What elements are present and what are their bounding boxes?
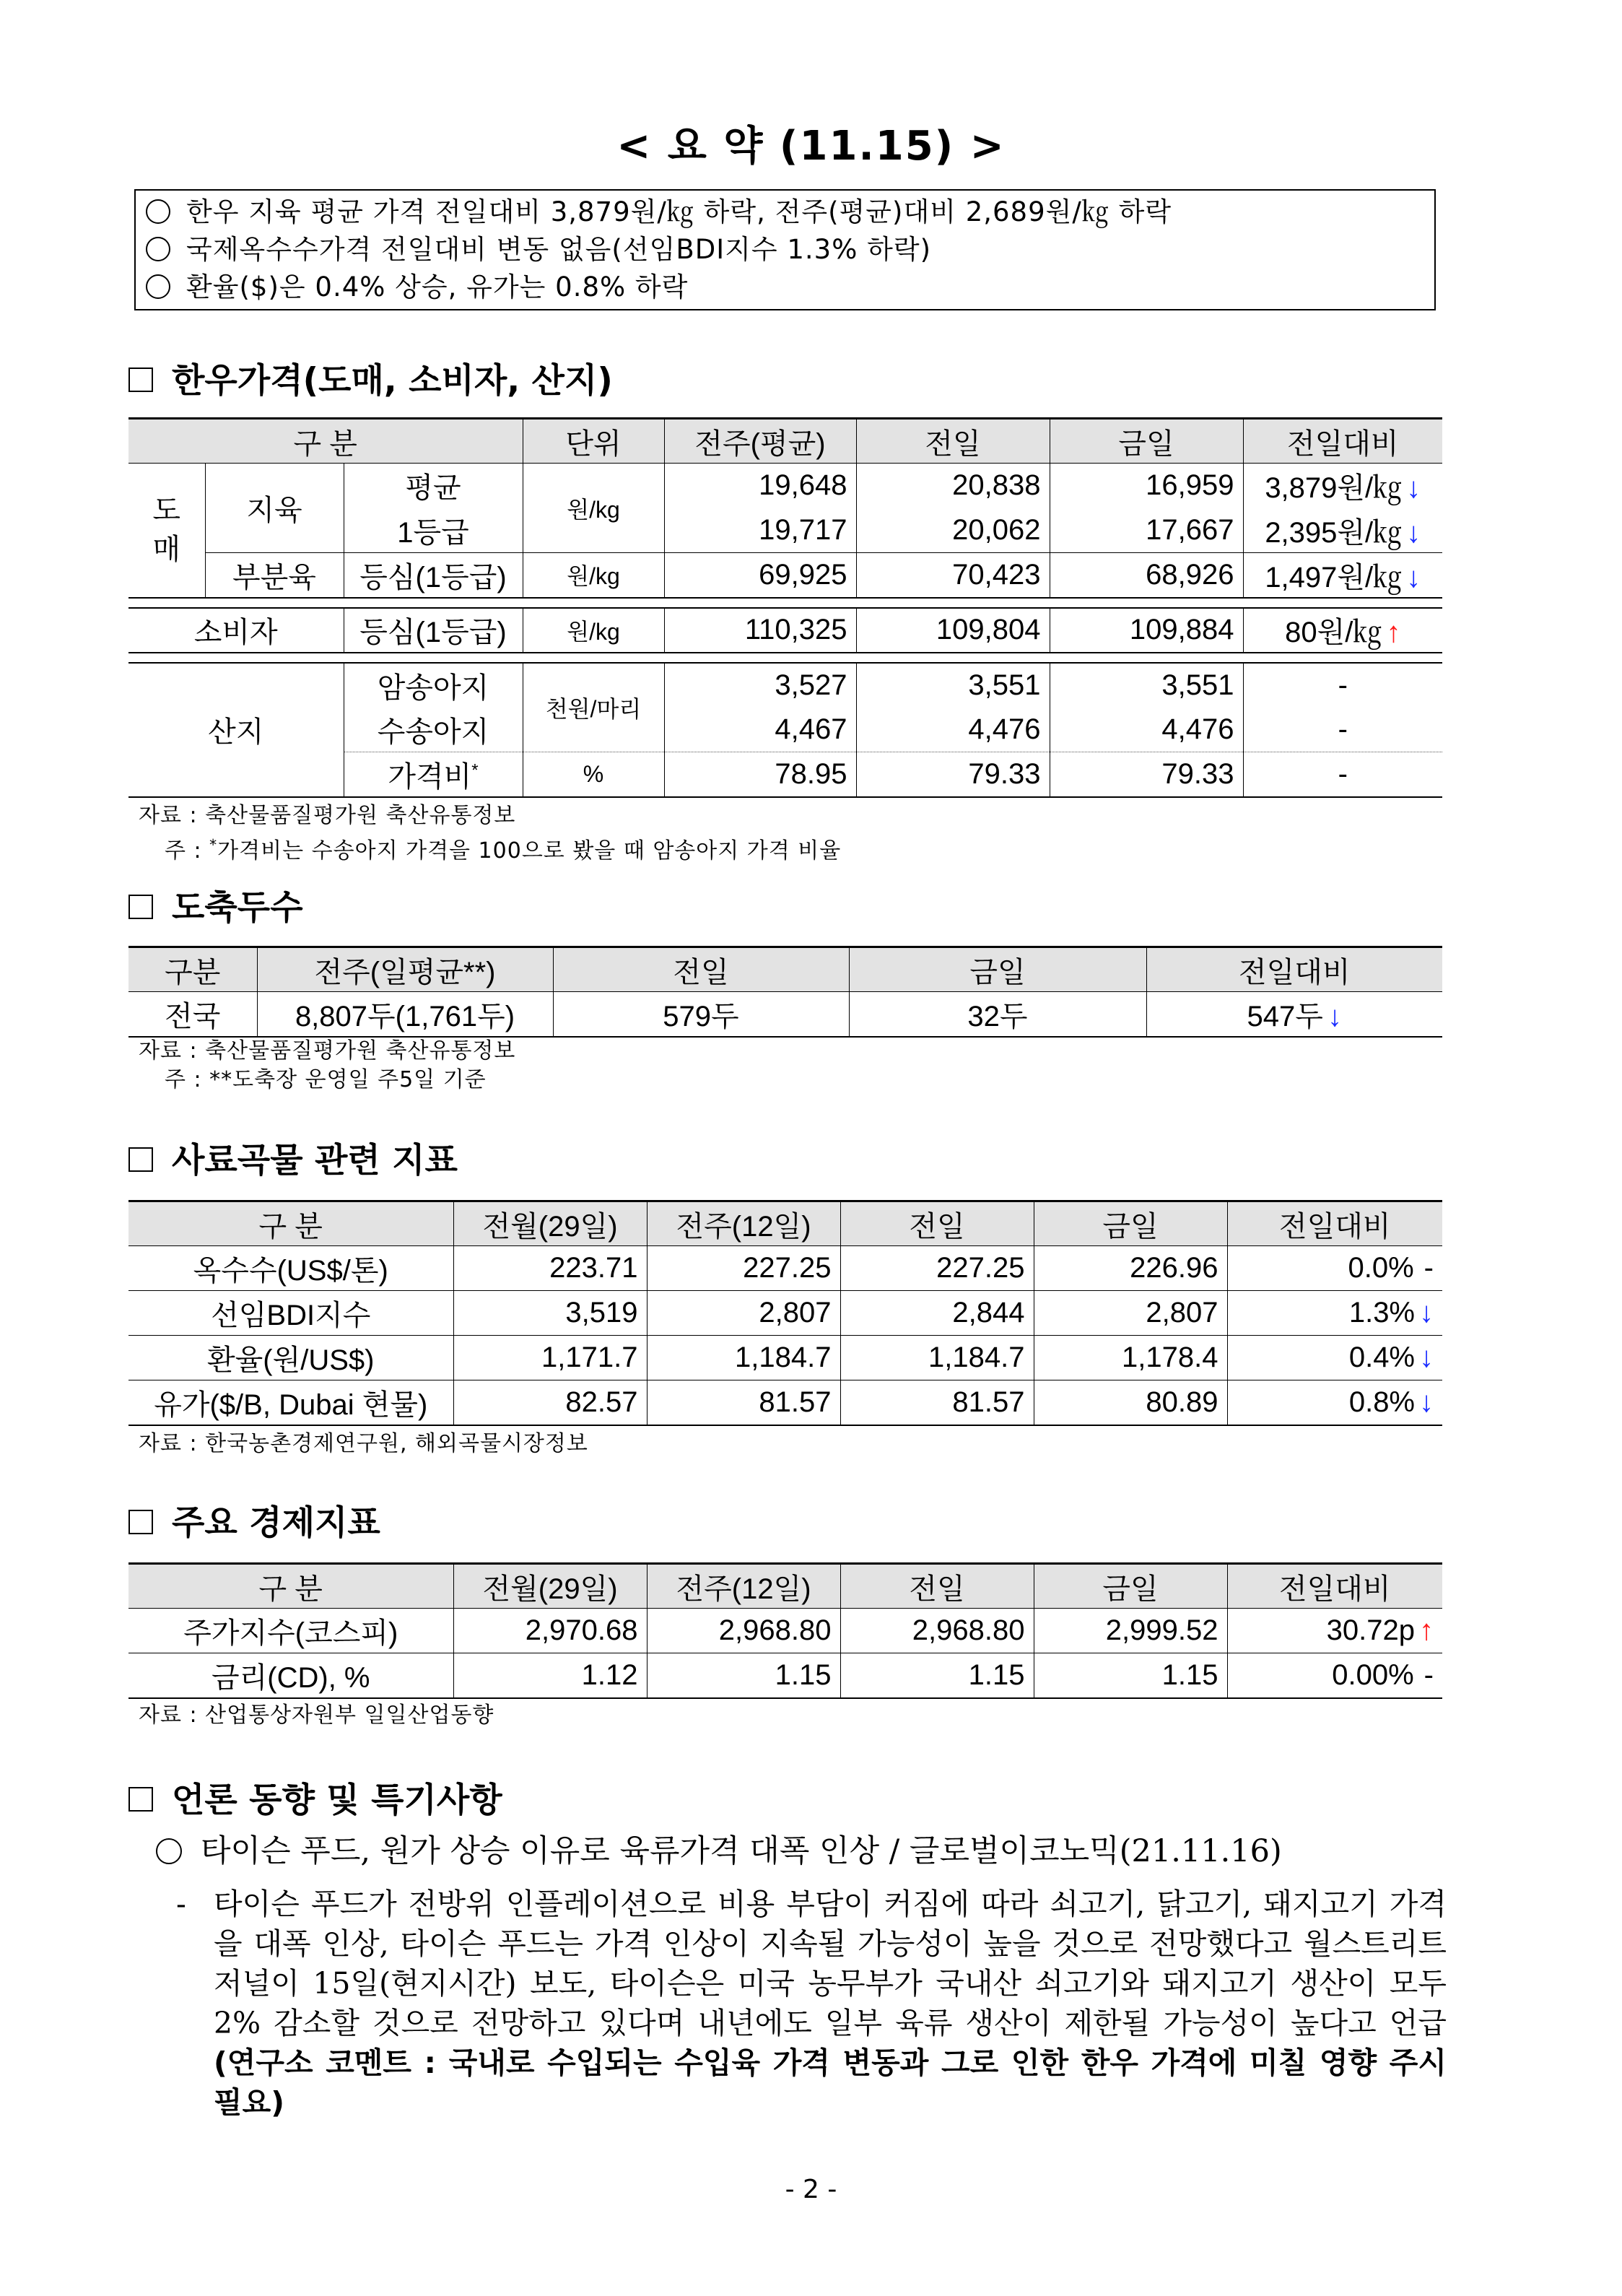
cell: 3,551 xyxy=(1050,663,1243,708)
slaughter-table xyxy=(128,946,1442,1038)
ratio-label: 가격비* xyxy=(344,752,523,797)
cell: 4,476 xyxy=(856,708,1050,752)
row-label: 유가($/B, Dubai 현물) xyxy=(128,1380,453,1425)
cell: 20,062 xyxy=(856,508,1050,553)
cell: 2,807 xyxy=(1034,1291,1227,1336)
cell: 69,925 xyxy=(664,553,856,598)
cell: 68,926 xyxy=(1050,553,1243,598)
cell: 110,325 xyxy=(664,608,856,653)
cell: 16,959 xyxy=(1050,464,1243,508)
col-header: 금일 xyxy=(1034,1564,1227,1609)
news-text: 타이슨 푸드가 전방위 인플레이션으로 비용 부담이 커짐에 따라 쇠고기, 닭고기, 돼지고기 가격을 대폭 인상, 타이슨 푸드는 가격 인상이 지속될 가능성이 높을 것으로 전망했다고 월스트리트저널이 15일(현지시간) 보도, 타이슨은 미국 농무부가 국내산 쇠고기와 돼지고기 생산이 모두 2% 감소할 것으로 전망하고 있다며 내년에도 일부 육류 생산이 제한될 가능성이 높다고 언급 (연구소 코멘트 : 국내로 수입되는 수입육 가격 변동과 그로 인한 한우 가격에 미칠 영향 주시 필요) xyxy=(214,1887,1447,2120)
cell: 2,844 xyxy=(840,1291,1034,1336)
change-cell: 1.3% ↓ xyxy=(1227,1291,1442,1336)
unit-cell: 원/kg xyxy=(523,608,664,653)
col-header: 구 분 xyxy=(128,419,523,464)
cell: 109,804 xyxy=(856,608,1050,653)
cell: 109,884 xyxy=(1050,608,1243,653)
cell: 2,999.52 xyxy=(1034,1609,1227,1653)
down-arrow-icon: ↓ xyxy=(1406,516,1421,549)
page-number: - 2 - xyxy=(785,2175,837,2204)
spacer xyxy=(128,598,1442,608)
cell: 1,184.7 xyxy=(840,1336,1034,1380)
summary-line: 국제옥수수가격 전일대비 변동 없음(선임BDI지수 1.3% 하락) xyxy=(146,231,1434,269)
cell: 2,968.80 xyxy=(647,1609,840,1653)
sirloin-label: 등심(1등급) xyxy=(344,608,523,653)
col-header: 금일 xyxy=(1050,419,1243,464)
hanwoo-price-table xyxy=(128,417,1442,798)
change-cell: 3,879원/㎏ ↓ xyxy=(1243,464,1442,508)
cell: 1.12 xyxy=(453,1653,647,1698)
cell: 2,968.80 xyxy=(840,1609,1034,1653)
section-heading: 언론 동향 및 특기사항 xyxy=(128,1773,502,1822)
sirloin-label: 등심(1등급) xyxy=(344,553,523,598)
col-header: 구분 xyxy=(128,947,257,992)
cell: 81.57 xyxy=(647,1380,840,1425)
change-cell: 0.8% ↓ xyxy=(1227,1380,1442,1425)
cut-label: 부분육 xyxy=(205,553,344,598)
page-title: < 요 약 (11.15) > xyxy=(616,123,1006,170)
cell: 79.33 xyxy=(856,752,1050,797)
cell: 78.95 xyxy=(664,752,856,797)
grade1-label: 1등급 xyxy=(344,508,523,553)
spacer xyxy=(128,653,1442,663)
down-arrow-icon: ↓ xyxy=(1419,1386,1434,1418)
cell: 81.57 xyxy=(840,1380,1034,1425)
carcass-label: 지육 xyxy=(205,464,344,553)
cell: 2,970.68 xyxy=(453,1609,647,1653)
down-arrow-icon: ↓ xyxy=(1406,561,1421,593)
square-bullet-icon xyxy=(128,895,153,919)
row-label: 선임BDI지수 xyxy=(128,1291,453,1336)
summary-box xyxy=(134,189,1436,310)
unit-cell: 천원/마리 xyxy=(523,663,664,752)
cell: 1.15 xyxy=(840,1653,1034,1698)
consumer-label: 소비자 xyxy=(128,608,344,653)
change-cell: - xyxy=(1243,752,1442,797)
change-cell: 2,395원/㎏ ↓ xyxy=(1243,508,1442,553)
change-cell: 1,497원/㎏ ↓ xyxy=(1243,553,1442,598)
col-header: 전일대비 xyxy=(1227,1201,1442,1246)
col-header: 전일 xyxy=(840,1564,1034,1609)
summary-line: 한우 지육 평균 가격 전일대비 3,879원/㎏ 하락, 전주(평균)대비 2,689원/㎏ 하락 xyxy=(146,193,1434,231)
col-header: 전월(29일) xyxy=(453,1564,647,1609)
cell: 4,476 xyxy=(1050,708,1243,752)
down-arrow-icon: ↓ xyxy=(1419,1341,1434,1373)
source-note: 자료 : 한국농촌경제연구원, 해외곡물시장정보 xyxy=(139,1431,588,1456)
down-arrow-icon: ↓ xyxy=(1419,1297,1434,1329)
no-change-mark: - xyxy=(1423,1658,1434,1691)
source-note: 자료 : 산업통상자원부 일일산업동향 xyxy=(139,1703,494,1728)
row-label: 환율(원/US$) xyxy=(128,1336,453,1380)
change-cell: 547두 ↓ xyxy=(1146,992,1442,1037)
row-label: 금리(CD), % xyxy=(128,1653,453,1698)
news-headline: 타이슨 푸드, 원가 상승 이유로 육류가격 대폭 인상 / 글로벌이코노믹(21.11.16) xyxy=(156,1827,1282,1871)
wholesale-label: 도 매 xyxy=(128,464,205,598)
dash-bullet: - xyxy=(176,1887,186,1921)
bull-calf-label: 수송아지 xyxy=(344,708,523,752)
cell: 227.25 xyxy=(840,1246,1034,1291)
news-body xyxy=(176,1884,1447,2123)
col-header: 구 분 xyxy=(128,1564,453,1609)
cell: 3,527 xyxy=(664,663,856,708)
source-note: 자료 : 축산물품질평가원 축산유통정보 xyxy=(139,1038,516,1064)
change-cell: - xyxy=(1243,708,1442,752)
col-header: 전일대비 xyxy=(1146,947,1442,992)
square-bullet-icon xyxy=(128,1510,153,1534)
section-heading: 사료곡물 관련 지표 xyxy=(128,1134,458,1182)
cell: 226.96 xyxy=(1034,1246,1227,1291)
col-header: 전주(12일) xyxy=(647,1564,840,1609)
section-heading: 한우가격(도매, 소비자, 산지) xyxy=(128,354,613,402)
row-label: 옥수수(US$/톤) xyxy=(128,1246,453,1291)
square-bullet-icon xyxy=(128,1147,153,1172)
cell: 4,467 xyxy=(664,708,856,752)
cell: 19,717 xyxy=(664,508,856,553)
unit-cell: % xyxy=(523,752,664,797)
cell: 1.15 xyxy=(1034,1653,1227,1698)
col-header: 전일 xyxy=(553,947,849,992)
cell: 579두 xyxy=(553,992,849,1037)
cell: 223.71 xyxy=(453,1246,647,1291)
section-heading: 도축두수 xyxy=(128,881,303,929)
no-change-mark: - xyxy=(1423,1252,1434,1284)
change-cell: 30.72p ↑ xyxy=(1227,1609,1442,1653)
change-cell: 0.4% ↓ xyxy=(1227,1336,1442,1380)
footnote: 주 : **도축장 운영일 주5일 기준 xyxy=(165,1067,487,1092)
circle-bullet-icon xyxy=(146,274,170,299)
unit-cell: 원/kg xyxy=(523,553,664,598)
col-header: 전주(평균) xyxy=(664,419,856,464)
cell: 1.15 xyxy=(647,1653,840,1698)
circle-bullet-icon xyxy=(156,1838,182,1864)
change-cell: 0.00% - xyxy=(1227,1653,1442,1698)
col-header: 전일 xyxy=(856,419,1050,464)
cow-calf-label: 암송아지 xyxy=(344,663,523,708)
feed-grain-table xyxy=(128,1200,1442,1426)
cell: 1,171.7 xyxy=(453,1336,647,1380)
col-header: 금일 xyxy=(1034,1201,1227,1246)
cell: 1,178.4 xyxy=(1034,1336,1227,1380)
cell: 70,423 xyxy=(856,553,1050,598)
section-heading: 주요 경제지표 xyxy=(128,1496,380,1544)
economic-indicators-table xyxy=(128,1562,1442,1699)
footnote-mark: * xyxy=(471,760,479,780)
down-arrow-icon: ↓ xyxy=(1327,1000,1342,1032)
cell: 1,184.7 xyxy=(647,1336,840,1380)
cell: 82.57 xyxy=(453,1380,647,1425)
square-bullet-icon xyxy=(128,1787,153,1812)
square-bullet-icon xyxy=(128,368,153,392)
farm-label: 산지 xyxy=(128,663,344,797)
cell: 20,838 xyxy=(856,464,1050,508)
col-header: 단위 xyxy=(523,419,664,464)
change-cell: - xyxy=(1243,663,1442,708)
col-header: 전일 xyxy=(840,1201,1034,1246)
research-comment: (연구소 코멘트 : 국내로 수입되는 수입육 가격 변동과 그로 인한 한우 가격에 미칠 영향 주시 필요) xyxy=(214,2045,1447,2120)
col-header: 전주(일평균**) xyxy=(257,947,553,992)
cell: 80.89 xyxy=(1034,1380,1227,1425)
col-header: 구 분 xyxy=(128,1201,453,1246)
cell: 3,519 xyxy=(453,1291,647,1336)
col-header: 전월(29일) xyxy=(453,1201,647,1246)
cell: 79.33 xyxy=(1050,752,1243,797)
cell: 8,807두(1,761두) xyxy=(257,992,553,1037)
up-arrow-icon: ↑ xyxy=(1419,1614,1434,1646)
col-header: 전주(12일) xyxy=(647,1201,840,1246)
avg-label: 평균 xyxy=(344,464,523,508)
summary-line: 환율($)은 0.4% 상승, 유가는 0.8% 하락 xyxy=(146,269,1434,306)
cell: 227.25 xyxy=(647,1246,840,1291)
up-arrow-icon: ↑ xyxy=(1386,617,1401,648)
footnote: 주 : *가격비는 수송아지 가격을 100으로 봤을 때 암송아지 가격 비율 xyxy=(165,836,842,864)
change-cell: 0.0% - xyxy=(1227,1246,1442,1291)
change-cell: 80원/㎏ ↑ xyxy=(1243,608,1442,653)
cell: 17,667 xyxy=(1050,508,1243,553)
cell: 19,648 xyxy=(664,464,856,508)
row-label: 주가지수(코스피) xyxy=(128,1609,453,1653)
col-header: 전일대비 xyxy=(1243,419,1442,464)
source-note: 자료 : 축산물품질평가원 축산유통정보 xyxy=(139,803,516,828)
cell: 2,807 xyxy=(647,1291,840,1336)
cell: 3,551 xyxy=(856,663,1050,708)
cell: 전국 xyxy=(128,992,257,1037)
circle-bullet-icon xyxy=(146,199,170,224)
col-header: 금일 xyxy=(849,947,1146,992)
cell: 32두 xyxy=(849,992,1146,1037)
unit-cell: 원/kg xyxy=(523,464,664,553)
circle-bullet-icon xyxy=(146,237,170,261)
down-arrow-icon: ↓ xyxy=(1406,472,1421,505)
col-header: 전일대비 xyxy=(1227,1564,1442,1609)
